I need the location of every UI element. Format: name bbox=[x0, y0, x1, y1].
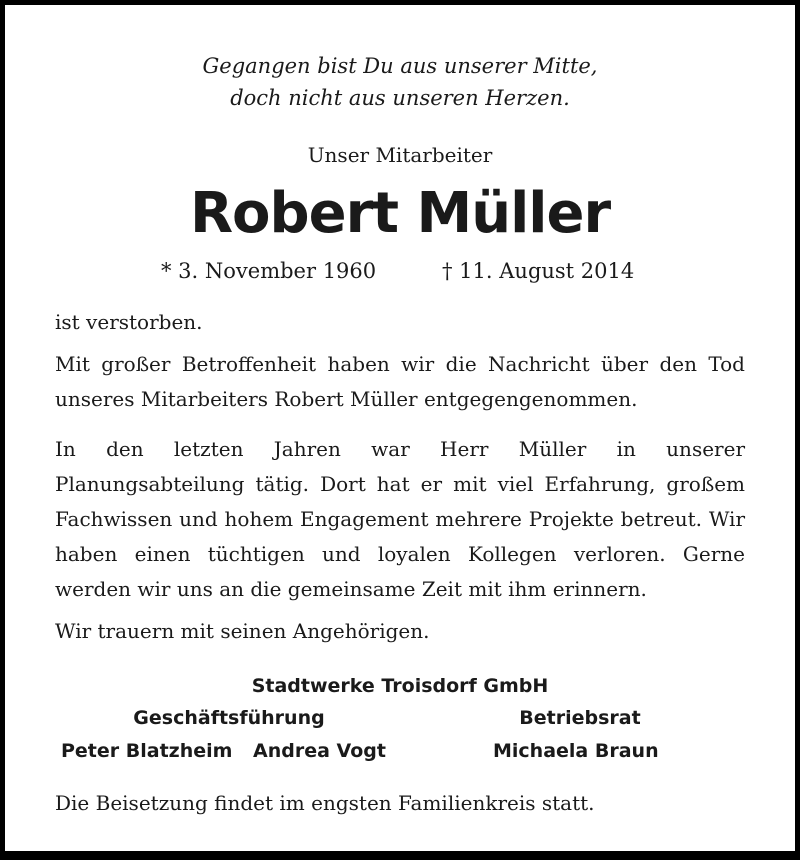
works-council-label: Betriebsrat bbox=[519, 707, 641, 729]
obituary-notice bbox=[5, 5, 795, 851]
death-date: † 11. August 2014 bbox=[442, 259, 635, 283]
paragraph-condolence: Mit großer Betroffenheit haben wir die Nachricht über den Tod unseres Mitarbeiters Robert Müller entgegengenommen. bbox=[55, 352, 745, 411]
signer-name: Michaela Braun bbox=[493, 740, 659, 762]
paragraph-career: In den letzten Jahren war Herr Müller in unserer Planungsabteilung tätig. Dort hat er mit viel Erfahrung, großem Fachwissen und hohem Engagement mehrere Projekte betreut. Wir haben einen tüchtigen und loyalen Kollegen verloren. Gerne werden wir uns an die gemeinsame Zeit mit ihm erinnern. bbox=[55, 437, 745, 601]
signer-name: Andrea Vogt bbox=[253, 740, 386, 762]
deceased-role: Unser Mitarbeiter bbox=[307, 143, 493, 167]
company-name: Stadtwerke Troisdorf GmbH bbox=[251, 675, 549, 697]
funeral-note: Die Beisetzung findet im engsten Familienkreis statt. bbox=[55, 791, 595, 815]
deceased-name: Robert Müller bbox=[189, 181, 611, 246]
memorial-quote-line-2: doch nicht aus unseren Herzen. bbox=[230, 86, 570, 110]
paragraph-mourning: Wir trauern mit seinen Angehörigen. bbox=[55, 619, 430, 643]
paragraph-passed-away: ist verstorben. bbox=[55, 310, 203, 334]
signer-name: Peter Blatzheim bbox=[61, 740, 233, 762]
birth-date: * 3. November 1960 bbox=[161, 259, 377, 283]
management-label: Geschäftsführung bbox=[133, 707, 325, 729]
memorial-quote-line-1: Gegangen bist Du aus unserer Mitte, bbox=[202, 54, 598, 78]
